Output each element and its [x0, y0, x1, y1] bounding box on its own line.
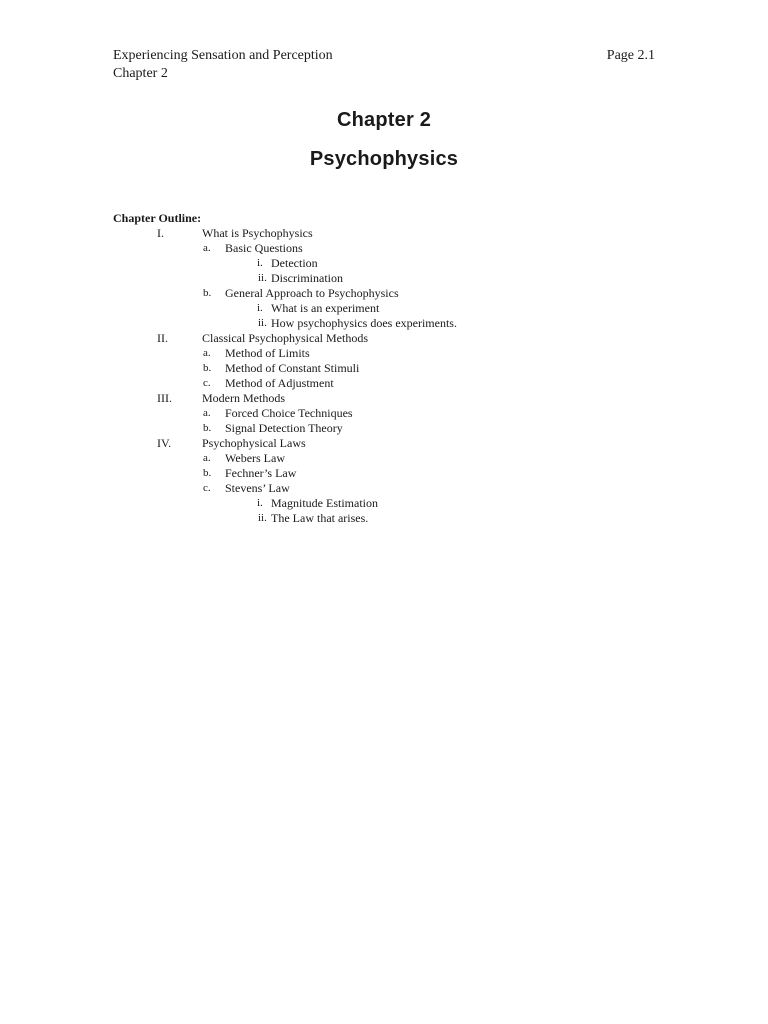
outline-item-text: What is an experiment: [271, 301, 380, 315]
outline-item-marker: ii.: [258, 512, 267, 524]
book-title: Experiencing Sensation and Perception: [113, 48, 333, 63]
outline-item-marker: a.: [203, 452, 211, 464]
outline-item-text: Discrimination: [271, 271, 343, 285]
outline-item: [113, 256, 673, 271]
outline-item-marker: i.: [257, 302, 263, 314]
outline-item: [113, 496, 673, 511]
outline-item-marker: c.: [203, 377, 211, 389]
outline-item-marker: I.: [157, 226, 164, 240]
outline-item-text: Classical Psychophysical Methods: [202, 331, 368, 345]
outline-item: [113, 346, 673, 361]
running-header-line-1: [113, 47, 655, 65]
outline-list: [113, 226, 673, 526]
outline-item-marker: a.: [203, 407, 211, 419]
outline-item-marker: IV.: [157, 436, 172, 450]
outline-item-text: Forced Choice Techniques: [225, 406, 353, 420]
outline-item: [113, 511, 673, 526]
outline-item: [113, 481, 673, 496]
outline-item-text: Webers Law: [225, 451, 286, 465]
running-header: [113, 47, 655, 83]
outline-item: [113, 436, 673, 451]
outline-item-marker: c.: [203, 482, 211, 494]
outline-item: [113, 421, 673, 436]
outline-item: [113, 316, 673, 331]
outline-item-marker: i.: [257, 497, 263, 509]
outline-item: [113, 406, 673, 421]
outline-item: [113, 286, 673, 301]
outline-item-marker: a.: [203, 347, 211, 359]
outline-item: [113, 451, 673, 466]
outline-item-marker: a.: [203, 242, 211, 254]
outline-item-marker: i.: [257, 257, 263, 269]
outline-item-text: What is Psychophysics: [202, 226, 313, 240]
outline-item-text: Magnitude Estimation: [271, 496, 378, 510]
outline-item: [113, 466, 673, 481]
outline-item: [113, 391, 673, 406]
outline-item: [113, 301, 673, 316]
outline-item-marker: ii.: [258, 272, 267, 284]
outline-item: [113, 241, 673, 256]
outline-item-text: Fechner’s Law: [225, 466, 297, 480]
outline-item: [113, 226, 673, 241]
outline-item-marker: b.: [203, 362, 212, 374]
outline-item-text: Method of Limits: [225, 346, 310, 360]
outline-heading: Chapter Outline:: [113, 211, 202, 225]
outline-item-text: Psychophysical Laws: [202, 436, 306, 450]
outline-item-marker: II.: [157, 331, 168, 345]
outline-item: [113, 271, 673, 286]
outline-item: [113, 376, 673, 391]
outline-item-text: Stevens’ Law: [225, 481, 290, 495]
outline-item-text: Basic Questions: [225, 241, 303, 255]
outline-item-marker: ii.: [258, 317, 267, 329]
chapter-topic-title: Psychophysics: [309, 148, 459, 170]
outline-item-text: Modern Methods: [202, 391, 285, 405]
outline-item-marker: b.: [203, 467, 212, 479]
outline-item-marker: III.: [157, 391, 172, 405]
chapter-outline: [113, 211, 673, 526]
chapter-label: Chapter 2: [113, 66, 168, 81]
page-number: Page 2.1: [606, 48, 655, 63]
outline-item-text: The Law that arises.: [271, 511, 369, 525]
outline-item-text: How psychophysics does experiments.: [271, 316, 457, 330]
outline-item-text: General Approach to Psychophysics: [225, 286, 399, 300]
running-header-line-2: [113, 65, 655, 83]
outline-item-text: Signal Detection Theory: [225, 421, 343, 435]
outline-item-text: Method of Adjustment: [225, 376, 334, 390]
outline-item-text: Detection: [271, 256, 318, 270]
outline-item: [113, 361, 673, 376]
outline-item-marker: b.: [203, 422, 212, 434]
outline-item: [113, 331, 673, 346]
chapter-title: Chapter 2: [336, 109, 432, 131]
outline-item-marker: b.: [203, 287, 212, 299]
outline-item-text: Method of Constant Stimuli: [225, 361, 360, 375]
